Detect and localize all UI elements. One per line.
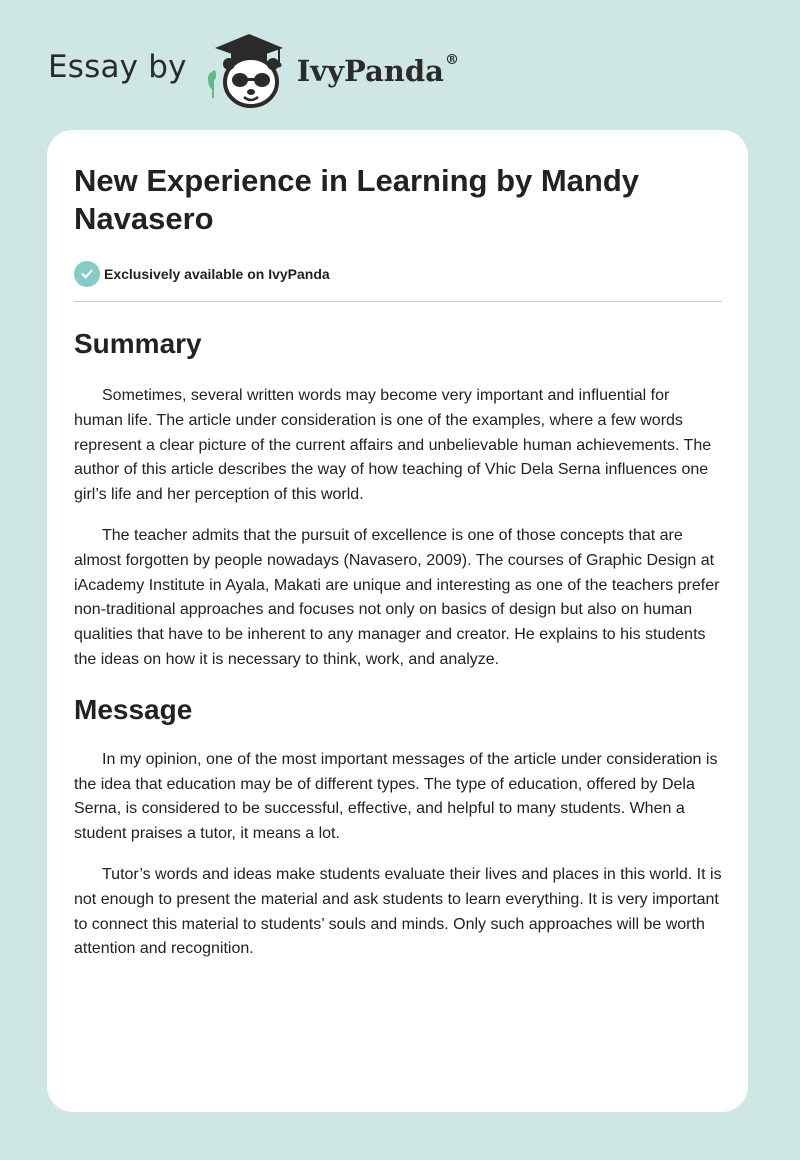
summary-paragraph-1: Sometimes, several written words may become very important and influential for human life. The article under consideration is one of the examples, where a few words represent a clear picture of the current affairs and unbelievable human achievements. The author of this article describes the way of how teaching of Vhic Dela Serna influences one girl’s life and her perception of this world. xyxy=(74,387,712,504)
summary-paragraph-2: The teacher admits that the pursuit of excellence is one of those concepts that are almost forgotten by people nowadays (Navasero, 2009). The courses of Graphic Design at iAcademy Institute in Ayala, Makati are unique and interesting as one of the teachers prefer non-traditional approaches and focuses not only on basics of design but also on human qualities that have to be inherent to any manager and creator. He explains to his students the ideas on how it is necessary to think, work, and analyze. xyxy=(74,526,720,668)
check-icon xyxy=(74,261,100,287)
panda-logo-icon[interactable] xyxy=(203,30,295,110)
essay-title: New Experience in Learning by Mandy Navasero xyxy=(74,163,640,236)
exclusive-badge-text: Exclusively available on IvyPanda xyxy=(104,266,330,282)
brand-name[interactable] xyxy=(297,54,459,88)
essay-card xyxy=(47,130,748,1112)
brand-name-text: IvyPanda xyxy=(296,54,444,88)
essay-by-label: Essay by xyxy=(48,49,187,85)
message-section xyxy=(74,694,722,962)
message-heading: Message xyxy=(74,693,193,725)
exclusive-badge xyxy=(74,260,722,288)
title-divider xyxy=(74,301,722,302)
site-header xyxy=(48,30,459,110)
message-paragraph-1: In my opinion, one of the most important messages of the article under consideration is the idea that education may be of different types. The type of education, offered by Dela Serna, is considered to be successful, effective, and helpful to many students. When a student praises a tutor, it means a lot. xyxy=(74,750,718,843)
summary-heading: Summary xyxy=(74,328,202,359)
summary-section xyxy=(74,328,722,673)
registered-mark: ® xyxy=(444,52,459,68)
message-paragraph-2: Tutor’s words and ideas make students evaluate their lives and places in this world. It is not enough to present the material and ask students to learn everything. It is very important to connect this material to students’ souls and minds. Only such approaches will be worth attention and recognition. xyxy=(74,865,722,958)
essay-content xyxy=(74,162,722,962)
